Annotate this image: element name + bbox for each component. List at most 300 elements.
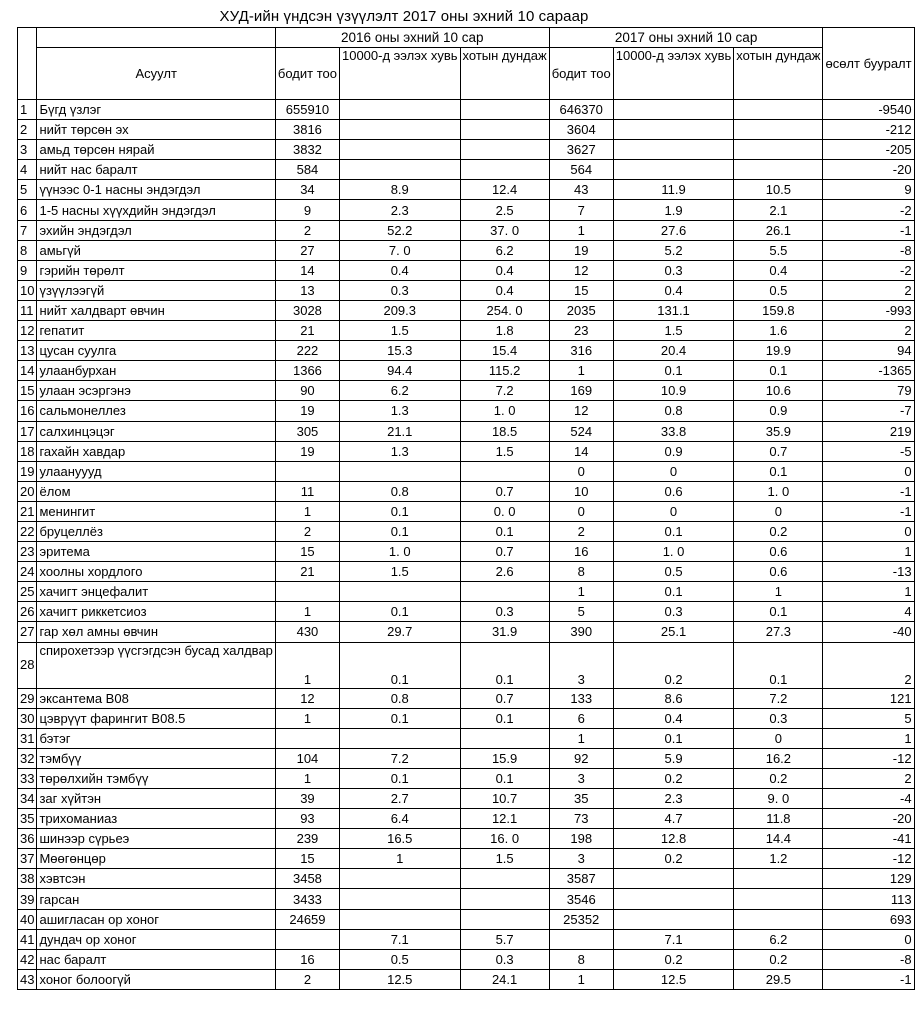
indicator-name-cell: нас баралт	[37, 949, 275, 969]
row-number-cell: 5	[18, 180, 37, 200]
count-2016-cell: 3816	[275, 120, 339, 140]
rate-2017-cell: 1.9	[613, 200, 734, 220]
rate-2016-cell: 1.5	[339, 321, 460, 341]
city-average-2017-cell: 0.1	[734, 461, 823, 481]
row-number-cell: 27	[18, 622, 37, 642]
count-2016-cell: 14	[275, 260, 339, 280]
row-number-cell: 19	[18, 461, 37, 481]
rate-2017-cell: 5.2	[613, 240, 734, 260]
count-2017-cell: 10	[549, 481, 613, 501]
row-number-cell: 16	[18, 401, 37, 421]
count-2017-cell: 73	[549, 809, 613, 829]
indicator-name-cell: хэвтсэн	[37, 869, 275, 889]
rate-2017-cell: 1.5	[613, 321, 734, 341]
rate-2017-cell	[613, 120, 734, 140]
city-average-2017-cell: 0	[734, 728, 823, 748]
city-average-2017-cell	[734, 889, 823, 909]
count-2016-cell: 90	[275, 381, 339, 401]
count-2017-cell: 1	[549, 361, 613, 381]
city-average-2016-cell	[460, 100, 549, 120]
city-average-2017-cell: 0.2	[734, 521, 823, 541]
row-number-cell: 2	[18, 120, 37, 140]
count-2016-cell: 11	[275, 481, 339, 501]
city-average-2017-cell	[734, 869, 823, 889]
indicator-name-cell: бруцеллёз	[37, 521, 275, 541]
indicator-name-cell: төрөлхийн тэмбүү	[37, 768, 275, 788]
count-2016-cell: 21	[275, 321, 339, 341]
count-2017-cell	[549, 929, 613, 949]
bodit-too-2016-header: бодит тоо	[275, 48, 339, 100]
city-average-2017-cell: 1. 0	[734, 481, 823, 501]
growth-cell: 121	[823, 688, 914, 708]
row-number-cell: 40	[18, 909, 37, 929]
growth-cell: -8	[823, 949, 914, 969]
rate-2017-cell	[613, 160, 734, 180]
rate-2016-cell	[339, 869, 460, 889]
rate-2017-cell: 0.1	[613, 521, 734, 541]
growth-cell: 113	[823, 889, 914, 909]
rate-2017-cell: 0.1	[613, 582, 734, 602]
count-2017-cell: 524	[549, 421, 613, 441]
count-2017-cell: 1	[549, 220, 613, 240]
rate-2017-cell: 0.2	[613, 642, 734, 688]
indicator-name-cell: нийт нас баралт	[37, 160, 275, 180]
count-2017-cell: 169	[549, 381, 613, 401]
rate-2017-cell: 0.8	[613, 401, 734, 421]
table-row	[18, 280, 915, 300]
rate-2016-cell: 7.2	[339, 748, 460, 768]
city-average-2017-cell: 6.2	[734, 929, 823, 949]
city-average-2017-cell: 7.2	[734, 688, 823, 708]
row-number-cell: 12	[18, 321, 37, 341]
city-average-2016-header: хотын дундаж	[460, 48, 549, 100]
indicator-name-cell: амьд төрсөн нярай	[37, 140, 275, 160]
row-number-cell: 42	[18, 949, 37, 969]
growth-cell: 0	[823, 929, 914, 949]
city-average-2017-cell: 0.9	[734, 401, 823, 421]
city-average-2017-cell	[734, 100, 823, 120]
row-number-cell: 4	[18, 160, 37, 180]
count-2017-cell: 1	[549, 582, 613, 602]
table-row	[18, 481, 915, 501]
indicator-name-cell: ёлом	[37, 481, 275, 501]
growth-cell: -7	[823, 401, 914, 421]
count-2017-cell: 390	[549, 622, 613, 642]
growth-header: өсөлт бууралт	[823, 28, 914, 100]
row-number-cell: 36	[18, 829, 37, 849]
count-2017-cell: 316	[549, 341, 613, 361]
count-2017-cell: 92	[549, 748, 613, 768]
growth-cell: -5	[823, 441, 914, 461]
row-number-cell: 14	[18, 361, 37, 381]
count-2016-cell: 1	[275, 642, 339, 688]
table-row	[18, 461, 915, 481]
indicator-name-cell: менингит	[37, 501, 275, 521]
growth-cell: -40	[823, 622, 914, 642]
city-average-2017-cell: 19.9	[734, 341, 823, 361]
count-2016-cell: 1	[275, 768, 339, 788]
rate-2017-cell: 11.9	[613, 180, 734, 200]
rate-2016-cell: 0.5	[339, 949, 460, 969]
rate-2017-cell	[613, 869, 734, 889]
count-2017-cell: 2	[549, 521, 613, 541]
count-2017-cell: 43	[549, 180, 613, 200]
city-average-2017-cell: 0.6	[734, 562, 823, 582]
rate-2017-cell: 27.6	[613, 220, 734, 240]
table-row	[18, 642, 915, 688]
count-2016-cell: 305	[275, 421, 339, 441]
city-average-2016-cell: 31.9	[460, 622, 549, 642]
rate-2017-cell	[613, 909, 734, 929]
city-average-2016-cell: 0.1	[460, 768, 549, 788]
rate-2016-cell: 209.3	[339, 300, 460, 320]
count-2017-cell: 19	[549, 240, 613, 260]
table-row	[18, 160, 915, 180]
column-header-row	[18, 48, 915, 100]
count-2016-cell: 3832	[275, 140, 339, 160]
growth-cell: -1	[823, 501, 914, 521]
rate-2017-cell: 0.4	[613, 280, 734, 300]
rate-2017-cell: 0.3	[613, 260, 734, 280]
count-2016-cell: 1	[275, 501, 339, 521]
count-2017-cell: 1	[549, 969, 613, 989]
count-2017-cell: 8	[549, 562, 613, 582]
city-average-2017-cell: 0.1	[734, 642, 823, 688]
city-average-2017-cell: 0.2	[734, 768, 823, 788]
city-average-2017-cell	[734, 909, 823, 929]
row-number-cell: 21	[18, 501, 37, 521]
city-average-2016-cell: 18.5	[460, 421, 549, 441]
rate-2016-cell: 2.7	[339, 789, 460, 809]
table-body	[18, 100, 915, 990]
count-2016-cell: 584	[275, 160, 339, 180]
table-row	[18, 602, 915, 622]
growth-cell: 2	[823, 768, 914, 788]
row-number-cell: 18	[18, 441, 37, 461]
indicator-name-cell: гарсан	[37, 889, 275, 909]
indicator-name-cell: хачигт энцефалит	[37, 582, 275, 602]
row-number-cell: 37	[18, 849, 37, 869]
indicator-name-cell: дундач ор хоног	[37, 929, 275, 949]
row-number-cell: 10	[18, 280, 37, 300]
rate-2017-cell: 1. 0	[613, 542, 734, 562]
city-average-2016-cell: 0.1	[460, 521, 549, 541]
row-number-cell: 24	[18, 562, 37, 582]
growth-cell: 0	[823, 521, 914, 541]
count-2017-cell: 14	[549, 441, 613, 461]
rate-2016-cell: 1	[339, 849, 460, 869]
table-row	[18, 120, 915, 140]
rate-2017-cell	[613, 889, 734, 909]
indicator-name-cell: улаан эсэргэнэ	[37, 381, 275, 401]
rate-2016-cell: 0.8	[339, 688, 460, 708]
indicator-name-cell: сальмонеллез	[37, 401, 275, 421]
city-average-2016-cell: 0.7	[460, 688, 549, 708]
rate-2016-cell	[339, 728, 460, 748]
row-number-cell: 6	[18, 200, 37, 220]
count-2017-cell: 12	[549, 260, 613, 280]
city-average-2017-cell: 2.1	[734, 200, 823, 220]
city-average-2017-cell: 0.2	[734, 949, 823, 969]
table-row	[18, 421, 915, 441]
city-average-2017-cell: 11.8	[734, 809, 823, 829]
growth-cell: -9540	[823, 100, 914, 120]
table-row	[18, 909, 915, 929]
row-number-cell: 31	[18, 728, 37, 748]
growth-cell: -13	[823, 562, 914, 582]
count-2017-cell: 1	[549, 728, 613, 748]
row-number-cell: 32	[18, 748, 37, 768]
growth-cell: -12	[823, 849, 914, 869]
count-2016-cell: 12	[275, 688, 339, 708]
count-2016-cell: 3458	[275, 869, 339, 889]
indicator-name-cell: спирохетээр үүсгэгдсэн бусад халдвар	[37, 642, 275, 688]
rate-2017-cell: 7.1	[613, 929, 734, 949]
count-2017-cell: 3546	[549, 889, 613, 909]
row-number-cell: 26	[18, 602, 37, 622]
city-average-2016-cell: 37. 0	[460, 220, 549, 240]
row-number-cell: 29	[18, 688, 37, 708]
rate-2017-cell: 33.8	[613, 421, 734, 441]
row-number-cell: 15	[18, 381, 37, 401]
city-average-2016-cell: 15.4	[460, 341, 549, 361]
growth-cell: -20	[823, 160, 914, 180]
city-average-2016-cell: 0.1	[460, 708, 549, 728]
row-number-cell: 25	[18, 582, 37, 602]
rate-2016-header: 10000-д ээлэх хувь	[339, 48, 460, 100]
table-row	[18, 789, 915, 809]
count-2016-cell: 430	[275, 622, 339, 642]
count-2017-cell: 6	[549, 708, 613, 728]
count-2017-cell: 3604	[549, 120, 613, 140]
city-average-2016-cell: 12.1	[460, 809, 549, 829]
table-row	[18, 869, 915, 889]
count-2017-cell: 3627	[549, 140, 613, 160]
count-2017-cell: 3	[549, 849, 613, 869]
city-average-2016-cell	[460, 889, 549, 909]
count-2016-cell: 19	[275, 441, 339, 461]
city-average-2017-cell	[734, 140, 823, 160]
indicator-name-cell: үүнээс 0-1 насны эндэгдэл	[37, 180, 275, 200]
city-average-2017-cell: 29.5	[734, 969, 823, 989]
page-title: ХУД-ийн үндсэн үзүүлэлт 2017 оны эхний 10 сараар	[219, 8, 589, 25]
table-row	[18, 381, 915, 401]
table-row	[18, 542, 915, 562]
row-number-cell: 30	[18, 708, 37, 728]
city-average-2017-cell: 9. 0	[734, 789, 823, 809]
city-average-2016-cell	[460, 582, 549, 602]
count-2017-cell: 8	[549, 949, 613, 969]
rate-2016-cell: 6.4	[339, 809, 460, 829]
count-2017-cell: 133	[549, 688, 613, 708]
rate-2016-cell	[339, 120, 460, 140]
row-number-cell: 1	[18, 100, 37, 120]
rate-2016-cell: 1.5	[339, 562, 460, 582]
rate-2017-cell: 0	[613, 461, 734, 481]
indicator-name-cell: эритема	[37, 542, 275, 562]
indicator-name-cell: нийт төрсөн эх	[37, 120, 275, 140]
rate-2016-cell: 0.3	[339, 280, 460, 300]
table-row	[18, 341, 915, 361]
growth-cell: 1	[823, 582, 914, 602]
growth-cell: 129	[823, 869, 914, 889]
count-2016-cell	[275, 929, 339, 949]
indicator-name-cell: салхинцэцэг	[37, 421, 275, 441]
count-2016-cell: 15	[275, 542, 339, 562]
indicator-name-cell: цусан суулга	[37, 341, 275, 361]
corner-cell	[18, 28, 37, 100]
indicator-name-cell: гар хөл амны өвчин	[37, 622, 275, 642]
rate-2017-cell: 0	[613, 501, 734, 521]
rate-2017-cell: 131.1	[613, 300, 734, 320]
city-average-2017-cell: 0.4	[734, 260, 823, 280]
count-2016-cell: 39	[275, 789, 339, 809]
city-average-2016-cell	[460, 120, 549, 140]
rate-2017-cell: 0.1	[613, 728, 734, 748]
count-2017-cell: 0	[549, 461, 613, 481]
growth-cell: 9	[823, 180, 914, 200]
count-2016-cell: 655910	[275, 100, 339, 120]
count-2016-cell: 1	[275, 602, 339, 622]
indicator-name-cell: нийт халдварт өвчин	[37, 300, 275, 320]
rate-2017-cell: 0.2	[613, 949, 734, 969]
rate-2016-cell: 0.4	[339, 260, 460, 280]
city-average-2016-cell: 0.1	[460, 642, 549, 688]
growth-cell: 2	[823, 321, 914, 341]
city-average-2017-cell: 0.6	[734, 542, 823, 562]
year-header-row	[18, 28, 915, 48]
count-2017-cell: 7	[549, 200, 613, 220]
count-2017-cell: 23	[549, 321, 613, 341]
city-average-2016-cell: 7.2	[460, 381, 549, 401]
rate-2017-cell: 8.6	[613, 688, 734, 708]
rate-2016-cell: 1. 0	[339, 542, 460, 562]
row-number-cell: 41	[18, 929, 37, 949]
count-2017-cell: 0	[549, 501, 613, 521]
city-average-2017-cell	[734, 160, 823, 180]
row-number-cell: 39	[18, 889, 37, 909]
table-row	[18, 200, 915, 220]
table-row	[18, 768, 915, 788]
table-row	[18, 949, 915, 969]
rate-2017-cell: 5.9	[613, 748, 734, 768]
rate-2016-cell	[339, 582, 460, 602]
city-average-2017-cell: 10.5	[734, 180, 823, 200]
count-2016-cell: 222	[275, 341, 339, 361]
city-average-2017-cell: 16.2	[734, 748, 823, 768]
indicator-name-cell: бэтэг	[37, 728, 275, 748]
rate-2017-cell: 0.9	[613, 441, 734, 461]
city-average-2017-cell: 0.1	[734, 361, 823, 381]
table-row	[18, 220, 915, 240]
growth-cell: -1365	[823, 361, 914, 381]
count-2016-cell: 2	[275, 521, 339, 541]
count-2017-cell: 35	[549, 789, 613, 809]
rate-2016-cell: 1.3	[339, 441, 460, 461]
count-2016-cell: 239	[275, 829, 339, 849]
indicator-name-cell: 1-5 насны хүүхдийн эндэгдэл	[37, 200, 275, 220]
rate-2016-cell	[339, 100, 460, 120]
indicator-name-cell: хачигт риккетсиоз	[37, 602, 275, 622]
row-number-cell: 35	[18, 809, 37, 829]
city-average-2016-cell: 0.3	[460, 949, 549, 969]
count-2016-cell: 16	[275, 949, 339, 969]
row-number-cell: 20	[18, 481, 37, 501]
city-average-2016-cell: 1.5	[460, 849, 549, 869]
growth-cell: 2	[823, 642, 914, 688]
city-average-2017-cell: 1	[734, 582, 823, 602]
count-2017-cell: 2035	[549, 300, 613, 320]
indicator-name-cell: Бүгд үзлэг	[37, 100, 275, 120]
table-row	[18, 728, 915, 748]
city-average-2016-cell	[460, 160, 549, 180]
rate-2016-cell: 21.1	[339, 421, 460, 441]
rate-2016-cell	[339, 461, 460, 481]
rate-2017-cell: 0.4	[613, 708, 734, 728]
count-2017-cell: 3	[549, 642, 613, 688]
rate-2016-cell: 15.3	[339, 341, 460, 361]
count-2016-cell: 3433	[275, 889, 339, 909]
city-average-2017-cell: 0.3	[734, 708, 823, 728]
bodit-too-2017-header: бодит тоо	[549, 48, 613, 100]
rate-2016-cell	[339, 909, 460, 929]
row-number-cell: 23	[18, 542, 37, 562]
growth-cell: -2	[823, 260, 914, 280]
count-2017-cell: 12	[549, 401, 613, 421]
growth-cell: 94	[823, 341, 914, 361]
count-2016-cell: 1366	[275, 361, 339, 381]
indicator-name-cell: үзүүлээгүй	[37, 280, 275, 300]
city-average-2016-cell: 1.5	[460, 441, 549, 461]
city-average-2017-cell: 159.8	[734, 300, 823, 320]
rate-2016-cell: 0.8	[339, 481, 460, 501]
count-2017-cell: 198	[549, 829, 613, 849]
rate-2017-cell	[613, 140, 734, 160]
growth-cell: -1	[823, 220, 914, 240]
count-2016-cell: 1	[275, 708, 339, 728]
growth-cell: -2	[823, 200, 914, 220]
row-number-cell: 3	[18, 140, 37, 160]
growth-cell: -41	[823, 829, 914, 849]
growth-cell: -1	[823, 481, 914, 501]
count-2016-cell: 2	[275, 969, 339, 989]
count-2016-cell: 9	[275, 200, 339, 220]
blank-header-cell	[37, 28, 275, 48]
city-average-2016-cell: 0.7	[460, 542, 549, 562]
indicator-name-cell: гепатит	[37, 321, 275, 341]
table-row	[18, 361, 915, 381]
rate-2017-cell: 2.3	[613, 789, 734, 809]
indicator-name-cell: Мөөгөнцөр	[37, 849, 275, 869]
indicator-name-cell: ашигласан ор хоног	[37, 909, 275, 929]
city-average-2017-cell: 0	[734, 501, 823, 521]
count-2016-cell: 2	[275, 220, 339, 240]
indicator-name-cell: гэрийн төрөлт	[37, 260, 275, 280]
table-row	[18, 582, 915, 602]
row-number-cell: 13	[18, 341, 37, 361]
indicator-name-cell: хоног болоогүй	[37, 969, 275, 989]
city-average-2017-cell: 26.1	[734, 220, 823, 240]
rate-2016-cell: 1.3	[339, 401, 460, 421]
rate-2016-cell: 2.3	[339, 200, 460, 220]
rate-2017-cell: 25.1	[613, 622, 734, 642]
rate-2017-cell: 0.2	[613, 768, 734, 788]
count-2017-cell: 3587	[549, 869, 613, 889]
city-average-2016-cell: 16. 0	[460, 829, 549, 849]
row-number-cell: 9	[18, 260, 37, 280]
city-average-2017-cell: 10.6	[734, 381, 823, 401]
indicator-name-cell: амьгүй	[37, 240, 275, 260]
